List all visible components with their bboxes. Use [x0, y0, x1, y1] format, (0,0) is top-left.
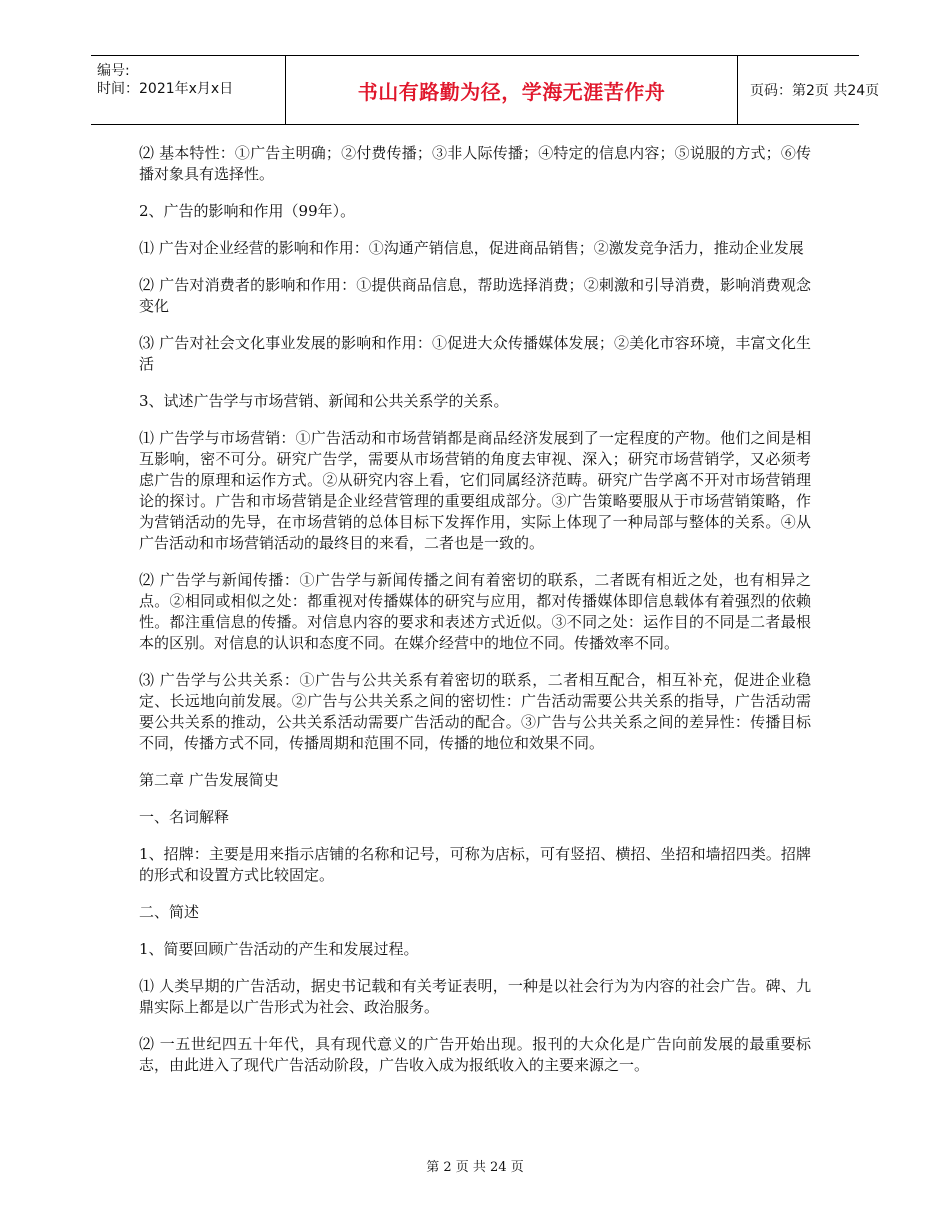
paragraph: ⑴ 广告学与市场营销：①广告活动和市场营销都是商品经济发展到了一定程度的产物。他们之间是相互影响，密不可分。研究广告学，需要从市场营销的角度去审视、深入；研究市场营销学，又必须考虑广告的原理和运作方式。②从研究内容上看，它们同属经济范畴。研究广告学离不开对市场营销理论的探讨。广告和市场营销是企业经营管理的重要组成部分。③广告策略要服从于市场营销策略，作为营销活动的先导，在市场营销的总体目标下发挥作用，实际上体现了一种局部与整体的关系。④从广告活动和市场营销活动的最终目的来看，二者也是一致的。: [139, 429, 811, 552]
paragraph: ⑴ 广告对企业经营的影响和作用：①沟通产销信息，促进商品销售；②激发竞争活力，推动企业发展: [139, 239, 804, 257]
paragraph: ⑴ 人类早期的广告活动，据史书记载和有关考证表明，一种是以社会行为为内容的社会广告。碑、九鼎实际上都是以广告形式为社会、政治服务。: [139, 977, 811, 1016]
paragraph: ⑶ 广告学与公共关系：①广告与公共关系有着密切的联系，二者相互配合，相互补充，促进企业稳定、长远地向前发展。②广告与公共关系之间的密切性：广告活动需要公共关系的指导，广告活动需要公共关系的推动，公共关系活动需要广告活动的配合。③广告与公共关系之间的差异性：传播目标不同，传播方式不同，传播周期和范围不同，传播的地位和效果不同。: [139, 671, 811, 752]
section-heading: 2、广告的影响和作用（99年）。: [139, 202, 356, 220]
paragraph: ⑵ 基本特性：①广告主明确；②付费传播；③非人际传播；④特定的信息内容；⑤说服的方式；⑥传播对象具有选择性。: [139, 144, 811, 183]
header-motto-cell: [286, 56, 738, 124]
section-heading: 1、简要回顾广告活动的产生和发展过程。: [139, 940, 419, 958]
section-heading: 一、名词解释: [139, 808, 230, 826]
paragraph: ⑵ 广告对消费者的影响和作用：①提供商品信息，帮助选择消费；②刺激和引导消费，影响消费观念变化: [139, 276, 811, 315]
time-label: 时间：2021年x月x日: [97, 81, 234, 97]
paragraph: ⑵ 一五世纪四五十年代，具有现代意义的广告开始出现。报刊的大众化是广告向前发展的最重要标志，由此进入了现代广告活动阶段，广告收入成为报纸收入的主要来源之一。: [139, 1035, 811, 1074]
motto-text: 书山有路勤为径，学海无涯苦作舟: [357, 79, 666, 104]
document-body: [139, 143, 811, 1092]
header-left-cell: [91, 56, 286, 124]
header-page-cell: [738, 56, 880, 124]
paragraph: ⑶ 广告对社会文化事业发展的影响和作用：①促进大众传播媒体发展；②美化市容环境，丰富文化生活: [139, 334, 811, 373]
page-footer: 第 2 页 共 24 页: [426, 1160, 524, 1175]
header-table: [91, 55, 880, 125]
paragraph: ⑵ 广告学与新闻传播：①广告学与新闻传播之间有着密切的联系，二者既有相近之处，也有相异之点。②相同或相似之处：都重视对传播媒体的研究与应用，都对传播媒体即信息载体有着强烈的依赖性。都注重信息的传播。对信息内容的要求和表述方式近似。③不同之处：运作目的不同是二者最根本的区别。对信息的认识和态度不同。在媒介经营中的地位不同。传播效率不同。: [139, 571, 811, 652]
serial-label: 编号:: [97, 63, 130, 79]
section-heading: 3、试述广告学与市场营销、新闻和公共关系学的关系。: [139, 392, 509, 410]
paragraph: 1、招牌：主要是用来指示店铺的名称和记号，可称为店标，可有竖招、横招、坐招和墙招四类。招牌的形式和设置方式比较固定。: [139, 845, 811, 884]
chapter-heading: 第二章 广告发展简史: [139, 771, 279, 789]
page-info: 页码：第2页 共24页: [750, 83, 880, 99]
section-heading: 二、简述: [139, 903, 200, 921]
